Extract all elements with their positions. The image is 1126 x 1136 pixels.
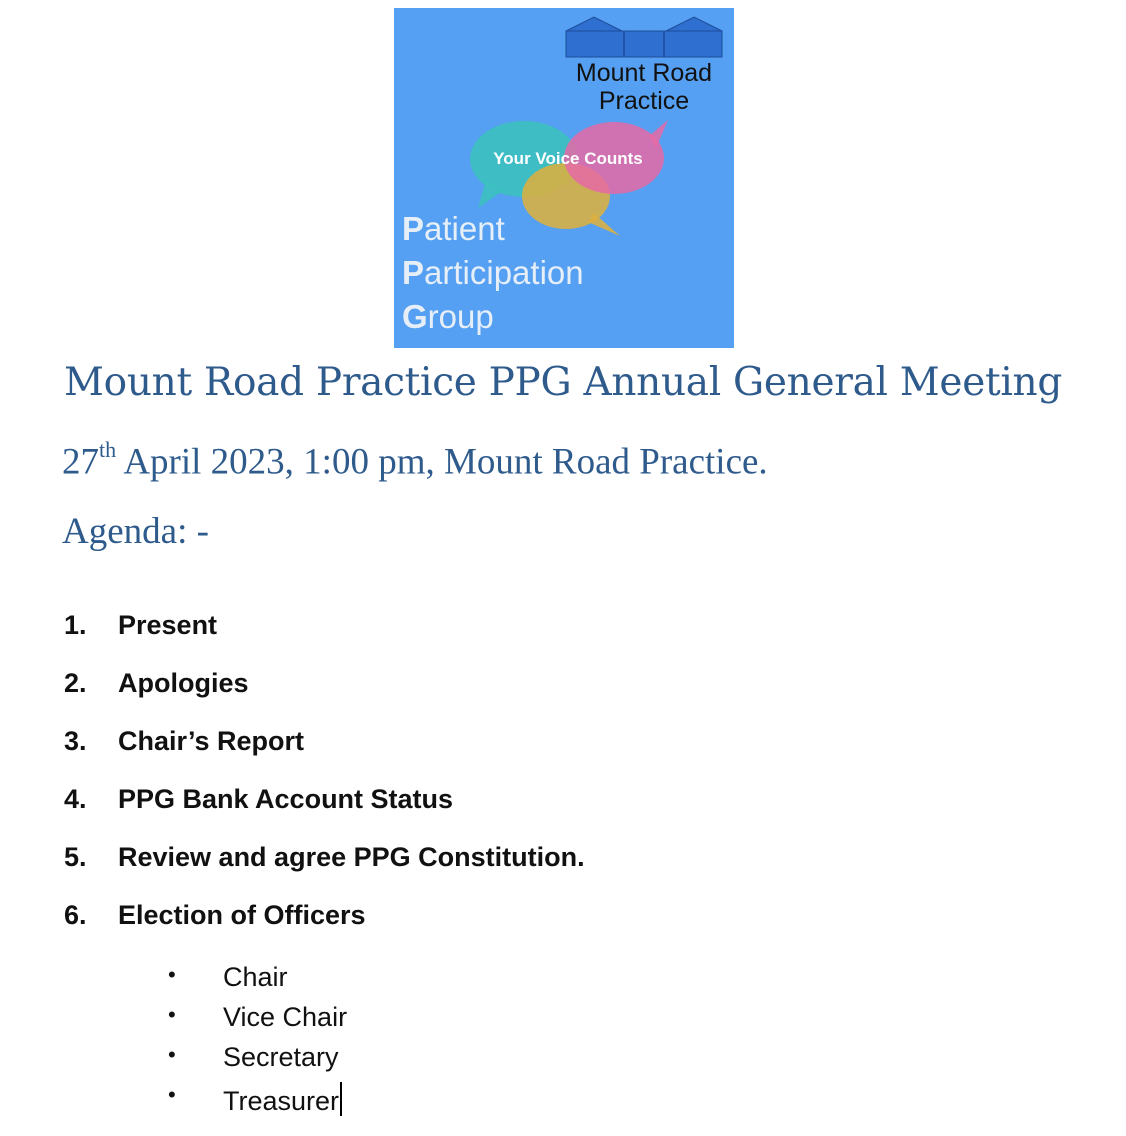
bullet-icon: •: [168, 1002, 176, 1027]
date-rest: April 2023, 1:00 pm, Mount Road Practice.: [116, 441, 768, 483]
agenda-item-label: Present: [118, 610, 218, 640]
agenda-item-label: PPG Bank Account Status: [118, 784, 454, 814]
agenda-item-label: Apologies: [118, 668, 249, 698]
agenda-item-label: Election of Officers: [118, 900, 366, 930]
officer-label: Treasurer: [223, 1086, 340, 1116]
officer-label: Vice Chair: [223, 1002, 348, 1032]
logo-practice-line1: Mount Road: [575, 59, 713, 87]
bullet-icon: •: [168, 1082, 176, 1107]
agenda-item-label: Chair’s Report: [118, 726, 305, 756]
agenda-item-number: 1.: [64, 610, 87, 640]
agenda-heading: Agenda: -: [62, 511, 209, 552]
officer-label: Secretary: [223, 1042, 339, 1072]
agenda-item-label: Review and agree PPG Constitution.: [118, 842, 585, 872]
date-suffix: th: [99, 437, 117, 462]
agenda-item-number: 3.: [64, 726, 87, 756]
date-day: 27: [62, 441, 99, 483]
logo-ppg-word-patient: Patient: [402, 210, 505, 247]
officer-label: Chair: [223, 962, 288, 992]
logo-ppg-word-group: Group: [402, 298, 494, 335]
agenda-item-number: 5.: [64, 842, 87, 872]
agenda-item-number: 2.: [64, 668, 87, 698]
logo-speech-text: Your Voice Counts: [493, 149, 643, 168]
logo-ppg-word-participation: Participation: [402, 254, 584, 291]
bullet-icon: •: [168, 962, 176, 987]
agenda-item-number: 6.: [64, 900, 87, 930]
agenda-item-number: 4.: [64, 784, 87, 814]
bullet-icon: •: [168, 1042, 176, 1067]
logo-practice-line2: Practice: [598, 87, 690, 115]
document-title: Mount Road Practice PPG Annual General Meeting: [64, 360, 1063, 405]
meeting-date-location: [62, 437, 768, 483]
text-cursor[interactable]: [340, 1082, 342, 1116]
ppg-logo: [394, 8, 734, 348]
